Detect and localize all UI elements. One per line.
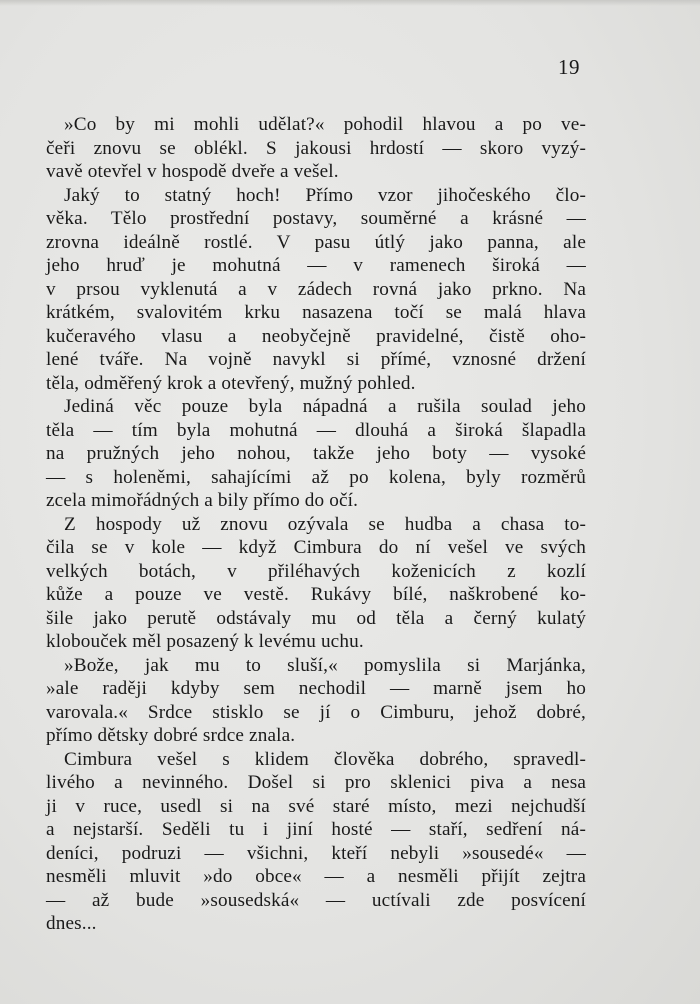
text-line: jeho hruď je mohutná — v ramenech široká — <box>46 255 586 276</box>
text-line: a nejstarší. Seděli tu i jiní hosté — staří, sedření ná- <box>46 819 586 840</box>
text-line: Z hospody už znovu ozývala se hudba a chasa to- <box>64 513 586 535</box>
text-line: těla, odměřený krok a otevřený, mužný pohled. <box>46 372 416 394</box>
text-line: věka. Tělo prostřední postavy, souměrné a krásné — <box>46 208 586 229</box>
text-line: nesměli mluvit »do obce« — a nesměli přijít zejtra <box>46 866 586 887</box>
text-line: těla — tím byla mohutná — dlouhá a široká šlapadla <box>46 419 586 441</box>
page-edge-shadow <box>0 0 700 6</box>
text-line: — až bude »sousedská« — uctívali zde posvícení <box>46 889 586 911</box>
text-line: šile jako perutě odstávaly mu od těla a černý kulatý <box>46 607 586 629</box>
text-line: »ale raději kdyby sem nechodil — marně jsem ho <box>46 678 586 699</box>
text-line: »Bože, jak mu to sluší,« pomyslila si Marjánka, <box>64 654 586 676</box>
text-line: čeři znovu se oblékl. S jakousi hrdostí — skoro vyzý- <box>46 137 586 159</box>
text-line: krátkém, svalovitém krku nasazena točí se malá hlava <box>46 302 586 323</box>
text-line: vavě otevřel v hospodě dveře a vešel. <box>46 161 339 182</box>
text-line: kučeravého vlasu a neobyčejně pravidelné, čistě oho- <box>46 325 586 347</box>
text-line: zcela mimořádných a bily přímo do očí. <box>46 490 359 511</box>
text-line: kůže a pouze ve vestě. Rukávy bílé, naškrobené ko- <box>46 584 586 605</box>
body-text <box>46 113 586 936</box>
text-line: lené tváře. Na vojně navykl si přímé, vznosné držení <box>46 349 586 370</box>
text-line: livého a nevinného. Došel si pro sklenici piva a nesa <box>46 772 586 793</box>
text-line: dnes... <box>46 913 97 934</box>
text-line: v prsou vyklenutá a v zádech rovná jako prkno. Na <box>46 278 586 300</box>
text-line: Cimbura vešel s klidem člověka dobrého, spravedl- <box>64 748 586 770</box>
text-line: ji v ruce, usedl si na své staré místo, mezi nejchudší <box>46 795 586 817</box>
text-line: klobouček měl posazený k levému uchu. <box>46 631 364 652</box>
page-number: 19 <box>558 55 580 79</box>
text-line: na pružných jeho nohou, takže jeho boty — vysoké <box>46 443 586 464</box>
text-line: zrovna ideálně rostlé. V pasu útlý jako panna, ale <box>46 231 586 253</box>
text-line: — s holeněmi, sahajícími až po kolena, byly rozměrů <box>46 466 586 488</box>
text-line: čila se v kole — když Cimbura do ní vešel ve svých <box>46 537 586 558</box>
text-line: varovala.« Srdce stisklo se jí o Cimburu, jehož dobré, <box>46 701 586 723</box>
text-line: »Co by mi mohli udělat?« pohodil hlavou a po ve- <box>64 114 586 135</box>
text-line: velkých botách, v přiléhavých koženicích z kozlí <box>46 560 586 582</box>
text-line: deníci, podruzi — všichni, kteří nebyli »sousedé« — <box>46 842 586 864</box>
text-line: Jaký to statný hoch! Přímo vzor jihočeského člo- <box>64 184 586 206</box>
text-line: přímo dětsky dobré srdce znala. <box>46 725 296 746</box>
text-line: Jediná věc pouze byla nápadná a rušila soulad jeho <box>64 396 586 417</box>
